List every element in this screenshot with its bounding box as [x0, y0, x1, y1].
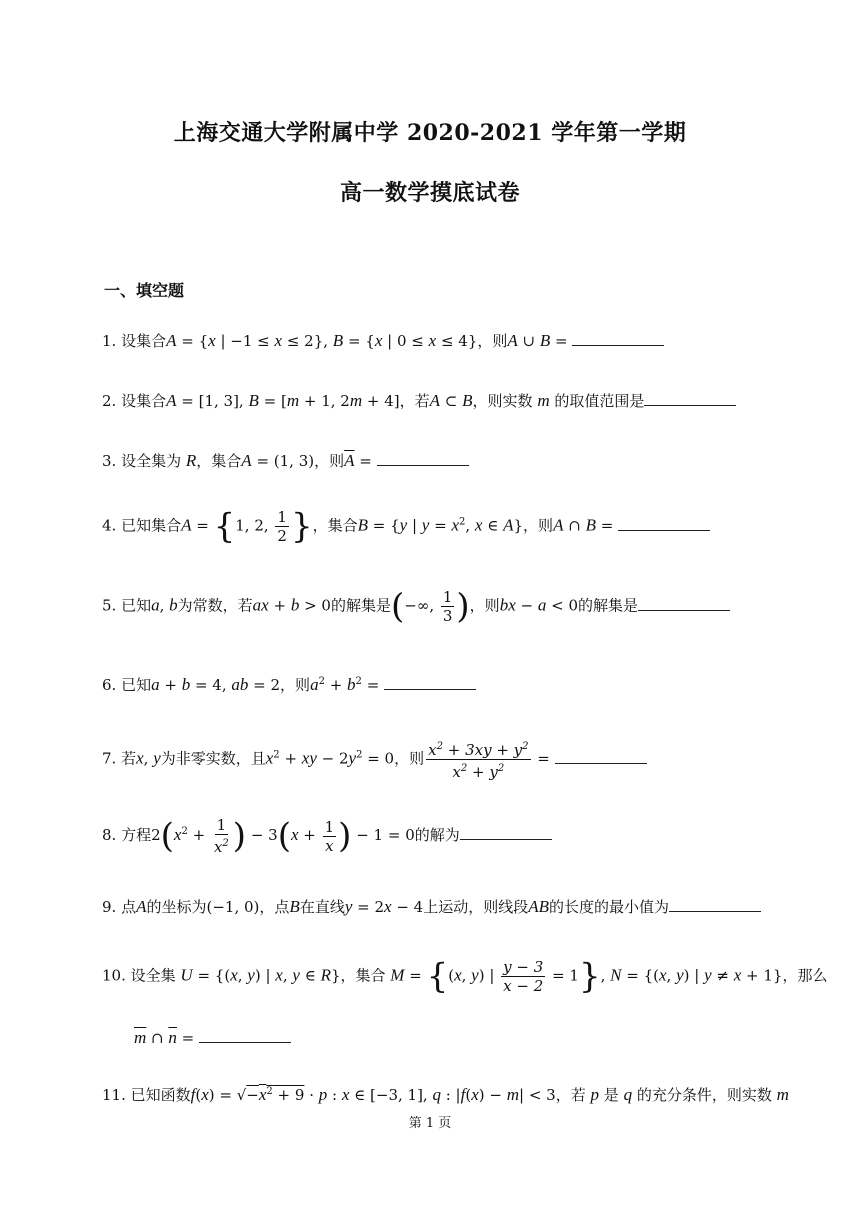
answer-blank: [377, 451, 469, 466]
answer-blank: [199, 1028, 291, 1043]
answer-blank: [618, 516, 710, 531]
section-heading: 一、填空题: [104, 281, 185, 300]
answer-blank: [460, 825, 552, 840]
question-11: 11. 已知函数$f(x) = √-x^2 + 9 \cdot p$ : x ∈ [−3, 1], q : |f(x) − m| < 3，若 p 是 q 的充分条件，则实数 m: [102, 1085, 789, 1104]
page-number: 第 1 页: [408, 1116, 452, 1131]
answer-blank: [572, 331, 664, 346]
answer-blank: [644, 391, 736, 406]
question-3: 3. 设全集为 R，集合A = (1, 3)，则$\overline{A}$ =: [102, 450, 469, 471]
question-10-cont: $\overline{m}$ ∩ $\overline{n}$ =: [134, 1028, 291, 1048]
question-2: 2. 设集合A = [1, 3], B = [m + 1, 2m + 4]，若A ⊂ B，则实数 m 的取值范围是: [102, 390, 736, 411]
question-7: 7. 若x, y为非零实数，且$x^2$ + xy − $2y^2 = 0$，则 $\frac{x^2 + 3xy + y^2}{x^2 + y^2}$ =: [102, 738, 647, 781]
answer-blank: [384, 675, 476, 690]
question-8: 8. 方程$2(x^2$ + $\frac{1}{x^2}$ ) − 3(x + $\frac{1}{x}$ ) − 1 = 0的解为: [102, 816, 552, 856]
answer-blank: [638, 596, 730, 611]
question-5: 5. 已知a, b为常数，若ax + b > 0的解集是(−∞, $\frac{1}{3}$ )，则bx − a < 0的解集是: [102, 588, 730, 625]
page-title: 上海交通大学附属中学 2020-2021 学年第一学期: [173, 120, 687, 146]
question-10: 10. 设全集 U = {(x, y) | x, y ∈ R}，集合 M = {(x, y) | $\frac{y - 3}{x - 2}$ = 1}, N = {(x, y) | y ≠ x + 1}，那么: [102, 956, 828, 997]
answer-blank: [555, 749, 647, 764]
question-9: 9. 点A的坐标为(−1, 0)，点B在直线y = 2x − 4上运动，则线段AB的长度的最小值为: [102, 896, 761, 917]
answer-blank: [669, 897, 761, 912]
question-4: 4. 已知集合A = {1, 2, $\frac{1}{2}$ }，集合B = {y | $y = x^2$, x ∈ A}，则A ∩ B =: [102, 508, 710, 545]
question-1: 1. 设集合A = {x | −1 ≤ x ≤ 2}, B = {x | 0 ≤ x ≤ 4}，则A ∪ B =: [102, 330, 664, 351]
question-6: 6. 已知a + b = 4, ab = 2，则$a^2 + b^2$ =: [102, 674, 476, 695]
page-subtitle: 高一数学摸底试卷: [339, 180, 520, 206]
